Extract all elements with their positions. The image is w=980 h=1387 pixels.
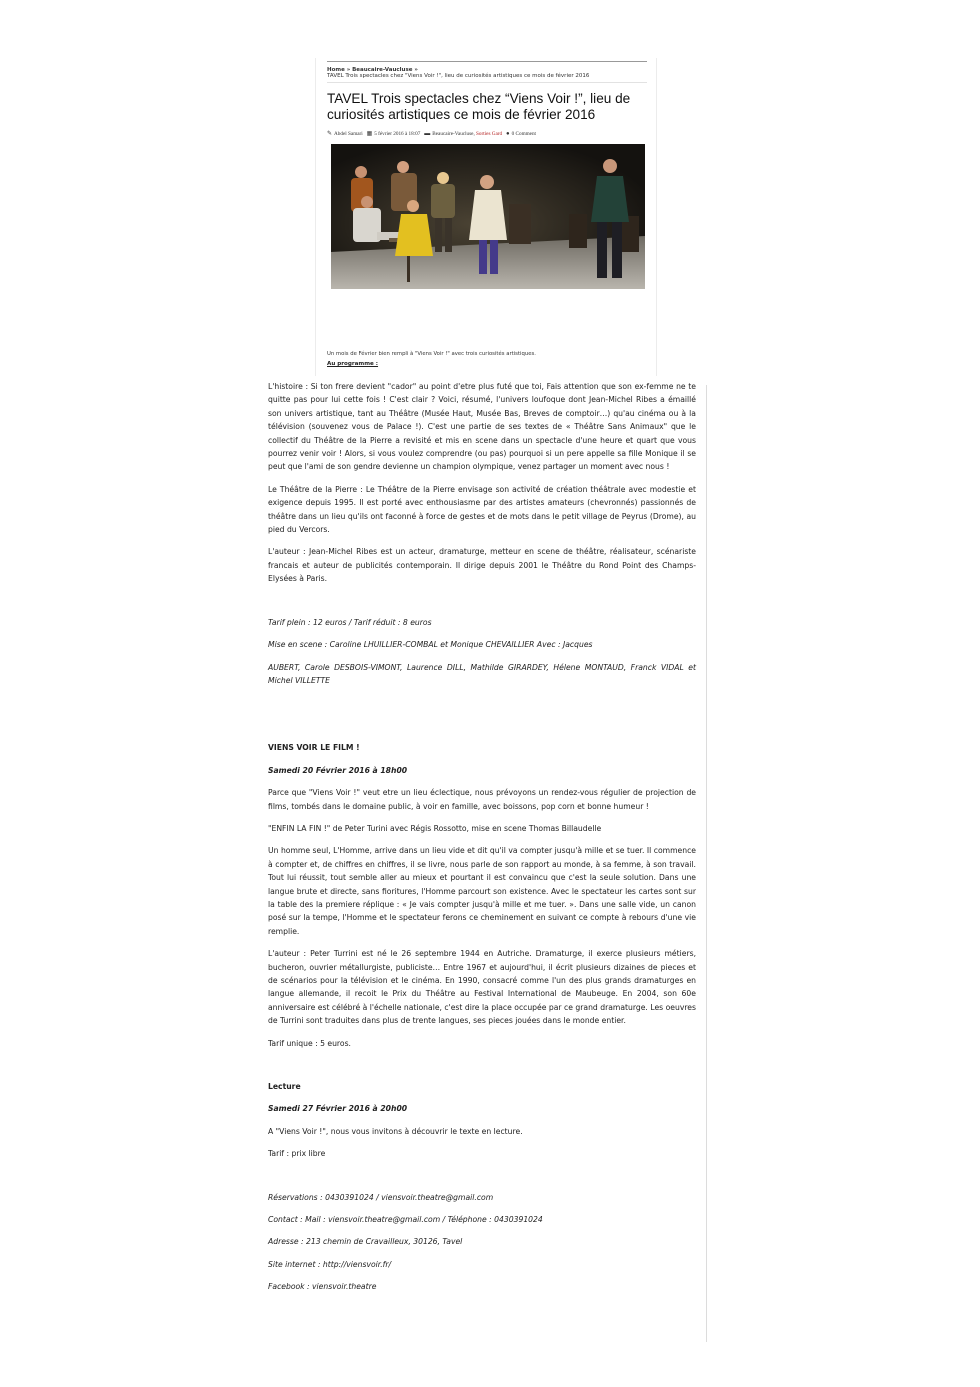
breadcrumb: [327, 67, 649, 79]
breadcrumb-section-link[interactable]: Beaucaire-Vaucluse »: [352, 67, 418, 73]
lecture-heading: Lecture: [268, 1082, 301, 1092]
post-date: 5 février 2016 à 18:07: [374, 131, 421, 137]
tarif-theatre: Tarif plein : 12 euros / Tarif réduit : 8 euros: [268, 617, 432, 627]
lecture-paragraph: A "Viens Voir !", nous vous invitons à découvrir le texte en lecture.: [268, 1126, 523, 1136]
article-intro: Un mois de Février bien rempli à "Viens Voir !" avec trois curiosités artistiques.: [327, 351, 536, 358]
article-card: [315, 58, 657, 376]
film-intro-paragraph: Parce que "Viens Voir !" veut etre un lieu éclectique, nous prévoyons un rendez-vous régulier de projection de films, tombés dans le domaine public, à voir en famille, avec boissons, pop corn et bonne humeur !: [268, 788, 696, 811]
article-body: [268, 380, 696, 1294]
comment-icon: ●: [506, 131, 510, 137]
column-divider: [706, 385, 707, 1342]
film-title-line: "ENFIN LA FIN !" de Peter Turini avec Régis Rossotto, mise en scene Thomas Billaudelle: [268, 823, 602, 833]
article-title: TAVEL Trois spectacles chez “Viens Voir !”, lieu de curiosités artistiques ce mois de février 2016: [327, 91, 631, 122]
breadcrumb-current: TAVEL Trois spectacles chez "Viens Voir !", lieu de curiosités artistiques ce mois de février 2016: [327, 73, 590, 79]
auteur-turrini-paragraph: L'auteur : Peter Turrini est né le 26 septembre 1944 en Autriche. Dramaturge, il exerce plusieurs métiers, bucheron, ouvrier métallurgiste, publiciste… Entre 1967 et aujourd'hui, il écrit plusieurs dizaines de pieces et de scénarios pour la télévision et le cinéma. En 1990, consacré comme l'un des plus grands dramaturges en langue allemande, il recoit le Prix du Théâtre au Festival International de Maubeuge. En 2004, son 60e anniversaire est célébré à l'échelle nationale, c'est dire la place occupée par ce grand dramaturge. Les oeuvres de Turrini sont traduites dans plus de trente langues, ses pieces jouées dans le monde entier.: [268, 949, 696, 1026]
programme-heading: Au programme :: [327, 361, 379, 367]
card-top-rule: [327, 61, 647, 62]
theatre-pierre-paragraph: Le Théâtre de la Pierre : Le Théâtre de la Pierre envisage son activité de création théâtrale avec modestie et exigence depuis 1995. Il est porté avec enthousiasme par des artistes amateurs (chevronnés) passionnés de théâtre dans un lieu qu'ils ont faconné à force de gestes et de mots dans le petit village de Peyrus (Drome), au pied du Vercors.: [268, 484, 696, 535]
histoire-paragraph: L'histoire : Si ton frere devient "cador" au point d'etre plus futé que toi, Fais attention que son ex-femme ne te quitte pas pour lui cette fois ! C'est clair ? Voici, résumé, l'univers loufoque dont Jean-Michel Ribes a émaillé son univers artistique, tant au Théâtre (Musée Haut, Musée Bas, Breves de comptoir…) qu'au cinéma ou à la télévision (souvenez vous de Palace !). C'est une partie de ses textes de « Théâtre Sans Animaux" que le collectif du Théâtre de la Pierre a revisité et mis en scene dans un spectacle d'une heure et quart que vous pourrez venir voir ! Alors, si vous voulez comprendre (ou pas) pourquoi si un pere appelle sa fille Monique il se peut que l'ami de son gendre devienne un champion olympique, venez partager un moment avec nous !: [268, 382, 696, 472]
breadcrumb-divider: [327, 82, 647, 83]
lecture-tarif: Tarif : prix libre: [268, 1149, 326, 1159]
calendar-icon: ▦: [366, 131, 373, 137]
article-meta: [327, 130, 649, 138]
article-photo: [331, 144, 645, 289]
adresse-line: Adresse : 213 chemin de Cravailleux, 30126, Tavel: [268, 1237, 463, 1247]
pencil-icon: ✎: [327, 131, 333, 137]
breadcrumb-home-link[interactable]: Home »: [327, 67, 351, 73]
facebook-line: Facebook : viensvoir.theatre: [268, 1282, 377, 1292]
contact-line: Contact : Mail : viensvoir.theatre@gmail.com / Téléphone : 0430391024: [268, 1215, 543, 1225]
comment-count[interactable]: 0 Comment: [511, 131, 536, 137]
mise-en-scene-line: Mise en scene : Caroline LHUILLIER-COMBAL et Monique CHEVAILLIER Avec : Jacques: [268, 640, 593, 650]
auteur-ribes-paragraph: L'auteur : Jean-Michel Ribes est un acteur, dramaturge, metteur en scene de théâtre, réalisateur, scénariste francais et auteur de publicités contemporain. Il dirige depuis 2001 le Théâtre du Rond Point des Champs-Elysées à Paris.: [268, 547, 696, 584]
reservations-line: Réservations : 0430391024 / viensvoir.theatre@gmail.com: [268, 1192, 494, 1202]
film-date: Samedi 20 Février 2016 à 18h00: [268, 765, 408, 775]
category-link-beaucaire[interactable]: Beaucaire-Vaucluse,: [432, 131, 475, 137]
film-synopsis-paragraph: Un homme seul, L'Homme, arrive dans un lieu vide et dit qu'il va compter jusqu'à mille et se tuer. Il commence à compter et, de chiffres en chiffres, il se livre, nous parle de son rapport au monde, à sa femme, à son travail. Tout lui réussit, tout semble aller au mieux et pourtant il est convaincu que c'est la seule solution. Dans une langue brute et directe, sans fioritures, l'Homme parcourt son existence. Avec le spectateur les cartes sont sur la table des la premiere réplique : « Je vais compter jusqu'à mille et me tuer. ». Dans une salle vide, un canon posé sur la tempe, l'Homme et le spectateur ferons ce cheminement en suivant ce compte à rebours d'une vie remplie.: [268, 846, 696, 936]
cast-list: AUBERT, Carole DESBOIS-VIMONT, Laurence DILL, Mathilde GIRARDEY, Hélene MONTAUD, Franck VIDAL et Michel VILLETTE: [268, 662, 696, 685]
theatre-scene-image: [331, 144, 645, 289]
category-link-sorties[interactable]: Sorties Gard: [476, 131, 503, 137]
film-heading: VIENS VOIR LE FILM !: [268, 743, 360, 753]
film-tarif: Tarif unique : 5 euros.: [268, 1038, 351, 1048]
lecture-date: Samedi 27 Février 2016 à 20h00: [268, 1104, 408, 1114]
author-name[interactable]: Abdel Samari: [334, 131, 363, 137]
site-internet-line: Site internet : http://viensvoir.fr/: [268, 1259, 392, 1269]
folder-icon: ▬: [424, 131, 431, 137]
